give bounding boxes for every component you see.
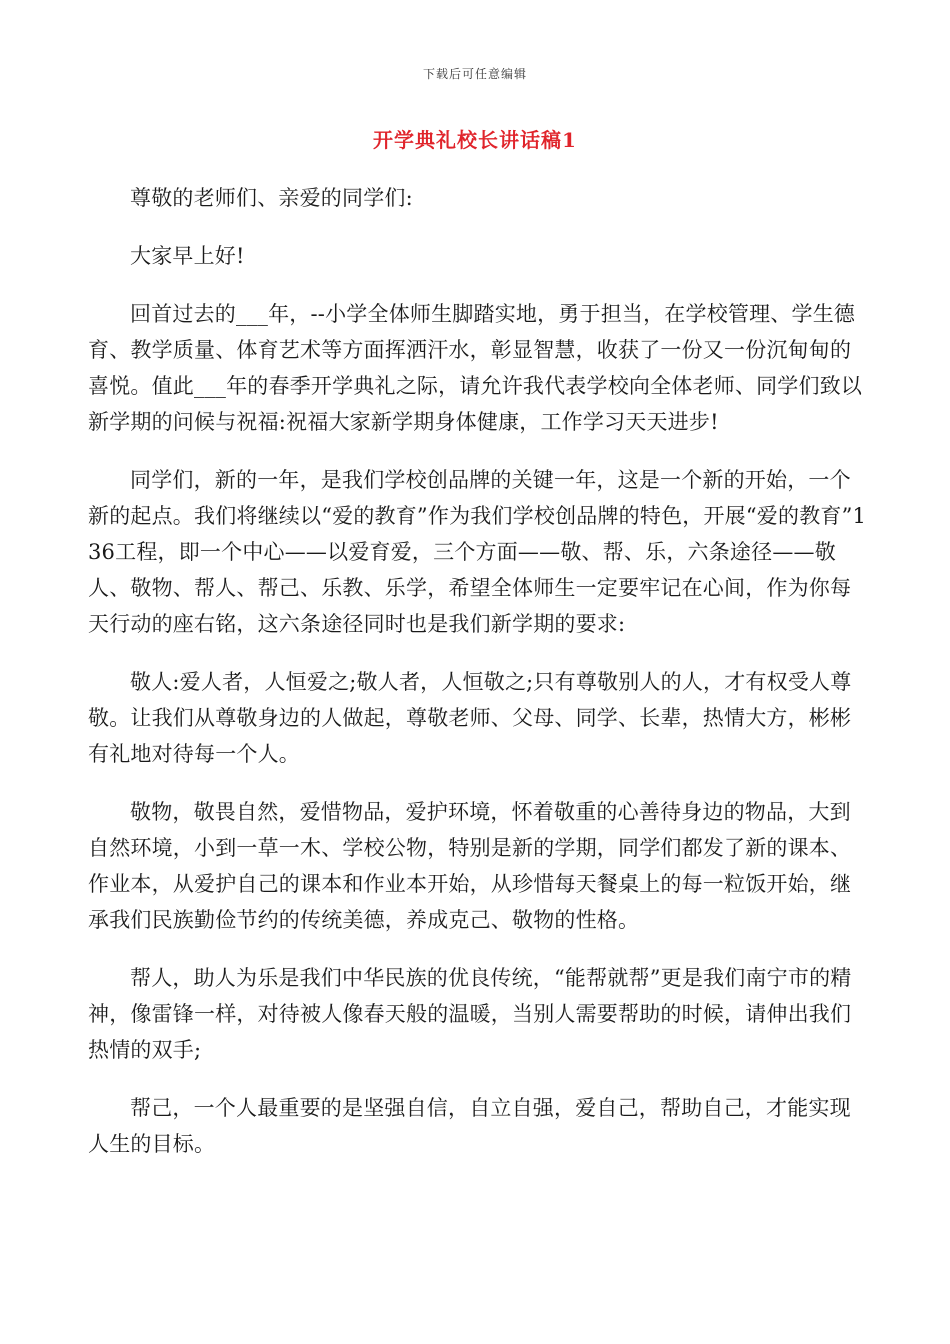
paragraph-brand: 同学们，新的一年，是我们学校创品牌的关键一年，这是一个新的开始，一个新的起点。我们将继续以“爱的教育”作为我们学校创品牌的特色，开展“爱的教育”136工程，即一个中心——以爱育爱，三个方面——敬、帮、乐，六条途径——敬人、敬物、帮人、帮己、乐教、乐学，希望全体师生一定要牢记在心间，作为你每天行动的座右铭，这六条途径同时也是我们新学期的要求: [88, 468, 867, 636]
document-title: 开学典礼校长讲话稿1 [373, 128, 577, 152]
header-note: 下载后可任意编辑 [422, 67, 527, 81]
paragraph-respect-people: 敬人:爱人者，人恒爱之;敬人者，人恒敬之;只有尊敬别人的人，才有权受人尊敬。让我们从尊敬身边的人做起，尊敬老师、父母、同学、长辈，热情大方，彬彬有礼地对待每一个人。 [88, 670, 852, 766]
paragraph-salutation: 尊敬的老师们、亲爱的同学们: [130, 186, 413, 210]
document-body [88, 180, 868, 1184]
paragraph-help-self: 帮己，一个人最重要的是坚强自信，自立自强，爱自己，帮助自己，才能实现人生的目标。 [88, 1096, 851, 1156]
paragraph-respect-things: 敬物，敬畏自然，爱惜物品，爱护环境，怀着敬重的心善待身边的物品，大到自然环境，小到一草一木、学校公物，特别是新的学期，同学们都发了新的课本、作业本，从爱护自己的课本和作业本开始，从珍惜每天餐桌上的每一粒饭开始，继承我们民族勤俭节约的传统美德，养成克己、敬物的性格。 [88, 800, 852, 932]
paragraph-review: 回首过去的___年，--小学全体师生脚踏实地，勇于担当，在学校管理、学生德育、教学质量、体育艺术等方面挥洒汗水，彰显智慧，收获了一份又一份沉甸甸的喜悦。值此___年的春季开学典礼之际，请允许我代表学校向全体老师、同学们致以新学期的问候与祝福:祝福大家新学期身体健康，工作学习天天进步! [88, 302, 863, 434]
paragraph-greeting: 大家早上好! [130, 244, 245, 268]
paragraph-help-others: 帮人，助人为乐是我们中华民族的优良传统，“能帮就帮”更是我们南宁市的精神，像雷锋一样，对待被人像春天般的温暖，当别人需要帮助的时候，请伸出我们热情的双手; [88, 966, 852, 1062]
